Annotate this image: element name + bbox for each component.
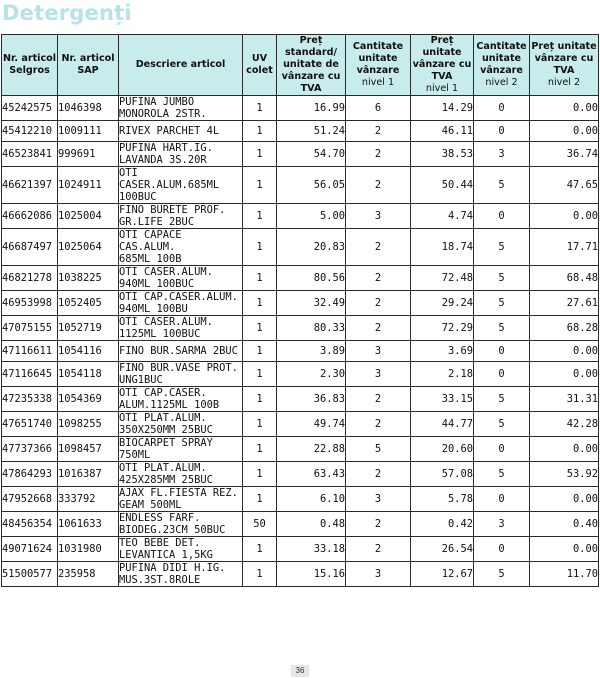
cell-uv: 1 — [243, 266, 277, 291]
cell-descriere — [119, 512, 243, 537]
cell-pret-nivel-1: 50.44 — [411, 167, 474, 204]
table-row — [2, 266, 599, 291]
cell-descriere — [119, 229, 243, 266]
cell-uv: 1 — [243, 142, 277, 167]
cell-pret-standard: 80.33 — [277, 316, 346, 341]
cell-pret-nivel-2: 0.00 — [530, 341, 599, 362]
cell-pret-standard: 6.10 — [277, 487, 346, 512]
cell-cantitate-nivel-1: 2 — [346, 121, 411, 142]
cell-uv: 1 — [243, 362, 277, 387]
cell-pret-standard: 54.70 — [277, 142, 346, 167]
header-selgros: Nr. articol Selgros — [2, 35, 58, 96]
cell-pret-nivel-2: 0.40 — [530, 512, 599, 537]
cell-cantitate-nivel-2: 0 — [474, 121, 530, 142]
cell-pret-standard: 15.16 — [277, 562, 346, 587]
cell-pret-nivel-1: 18.74 — [411, 229, 474, 266]
cell-sap: 1038225 — [58, 266, 119, 291]
cell-pret-nivel-1: 72.29 — [411, 316, 474, 341]
table-row — [2, 387, 599, 412]
descriere-line: 425X285MM 25BUC — [119, 474, 213, 486]
cell-pret-standard: 3.89 — [277, 341, 346, 362]
cell-pret-nivel-2: 0.00 — [530, 96, 599, 121]
cell-cantitate-nivel-2: 0 — [474, 362, 530, 387]
cell-descriere — [119, 266, 243, 291]
cell-cantitate-nivel-2: 5 — [474, 387, 530, 412]
cell-pret-standard: 36.83 — [277, 387, 346, 412]
cell-descriere — [119, 121, 243, 142]
cell-cantitate-nivel-1: 3 — [346, 362, 411, 387]
cell-cantitate-nivel-1: 2 — [346, 316, 411, 341]
cell-pret-nivel-1: 0.42 — [411, 512, 474, 537]
header-cantitate-nivel-1: Cantitate unitate vânzare nivel 1 — [346, 35, 411, 96]
table-row — [2, 437, 599, 462]
cell-descriere — [119, 291, 243, 316]
descriere-line: 750ML — [119, 449, 151, 461]
cell-cantitate-nivel-1: 2 — [346, 291, 411, 316]
cell-sap: 1016387 — [58, 462, 119, 487]
cell-selgros: 47737366 — [2, 437, 58, 462]
cell-uv: 1 — [243, 387, 277, 412]
cell-sap: 1024911 — [58, 167, 119, 204]
table-row — [2, 537, 599, 562]
cell-cantitate-nivel-2: 0 — [474, 487, 530, 512]
cell-pret-standard: 49.74 — [277, 412, 346, 437]
cell-descriere — [119, 167, 243, 204]
cell-sap: 235958 — [58, 562, 119, 587]
header-uv: UV colet — [243, 35, 277, 96]
cell-cantitate-nivel-2: 5 — [474, 462, 530, 487]
cell-pret-nivel-1: 14.29 — [411, 96, 474, 121]
cell-pret-nivel-2: 0.00 — [530, 204, 599, 229]
cell-descriere — [119, 562, 243, 587]
cell-pret-nivel-2: 53.92 — [530, 462, 599, 487]
descriere-line: FINO BUR.VASE PROT. — [119, 362, 238, 374]
cell-pret-nivel-2: 0.00 — [530, 362, 599, 387]
cell-cantitate-nivel-1: 2 — [346, 142, 411, 167]
cell-cantitate-nivel-1: 5 — [346, 437, 411, 462]
cell-pret-standard: 0.48 — [277, 512, 346, 537]
descriere-line: OTI PLAT.ALUM. — [119, 412, 207, 424]
cell-uv: 1 — [243, 487, 277, 512]
descriere-line: FINO BURETE PROF. — [119, 204, 226, 216]
cell-pret-nivel-2: 0.00 — [530, 437, 599, 462]
descriere-line: PUFINA HART.IG. — [119, 142, 213, 154]
cell-uv: 1 — [243, 204, 277, 229]
cell-cantitate-nivel-1: 3 — [346, 204, 411, 229]
descriere-line: ENDLESS FARF. — [119, 512, 201, 524]
cell-uv: 1 — [243, 96, 277, 121]
descriere-line: MUS.3ST.8ROLE — [119, 574, 201, 586]
cell-sap: 1052719 — [58, 316, 119, 341]
cell-selgros: 46821278 — [2, 266, 58, 291]
cell-pret-nivel-1: 57.08 — [411, 462, 474, 487]
cell-selgros: 47075155 — [2, 316, 58, 341]
table-row — [2, 121, 599, 142]
cell-pret-nivel-2: 42.28 — [530, 412, 599, 437]
descriere-line: 940ML 100BU — [119, 303, 188, 315]
cell-descriere — [119, 462, 243, 487]
cell-cantitate-nivel-1: 2 — [346, 229, 411, 266]
descriere-line: OTI CAP.CASER.ALUM. — [119, 291, 238, 303]
cell-cantitate-nivel-2: 5 — [474, 167, 530, 204]
table-row — [2, 512, 599, 537]
cell-selgros: 46523841 — [2, 142, 58, 167]
cell-sap: 1054369 — [58, 387, 119, 412]
descriere-line: TEO BEBE DET. — [119, 537, 201, 549]
descriere-line: 100BUC — [119, 191, 157, 203]
cell-sap: 1054116 — [58, 341, 119, 362]
cell-pret-standard: 33.18 — [277, 537, 346, 562]
cell-selgros: 46953998 — [2, 291, 58, 316]
descriere-line: OTI CASER.ALUM. — [119, 266, 213, 278]
cell-pret-nivel-1: 46.11 — [411, 121, 474, 142]
descriere-line: AJAX FL.FIESTA REZ. — [119, 487, 238, 499]
cell-selgros: 47235338 — [2, 387, 58, 412]
cell-uv: 1 — [243, 437, 277, 462]
cell-cantitate-nivel-1: 2 — [346, 412, 411, 437]
cell-cantitate-nivel-1: 2 — [346, 167, 411, 204]
table-row — [2, 142, 599, 167]
cell-pret-nivel-1: 12.67 — [411, 562, 474, 587]
cell-descriere — [119, 437, 243, 462]
cell-uv: 50 — [243, 512, 277, 537]
cell-sap: 999691 — [58, 142, 119, 167]
table-row — [2, 204, 599, 229]
cell-descriere — [119, 316, 243, 341]
descriere-line: GR.LIFE 2BUC — [119, 216, 195, 228]
cell-selgros: 51500577 — [2, 562, 58, 587]
header-pret-nivel-1: Preț unitate vânzare cu TVA nivel 1 — [411, 35, 474, 96]
descriere-line: OTI CASER.ALUM.685ML — [119, 167, 220, 191]
cell-pret-standard: 22.88 — [277, 437, 346, 462]
cell-pret-nivel-2: 31.31 — [530, 387, 599, 412]
cell-uv: 1 — [243, 229, 277, 266]
cell-pret-nivel-2: 0.00 — [530, 121, 599, 142]
table-row — [2, 562, 599, 587]
cell-cantitate-nivel-1: 2 — [346, 266, 411, 291]
table-row — [2, 167, 599, 204]
cell-pret-standard: 32.49 — [277, 291, 346, 316]
cell-cantitate-nivel-2: 0 — [474, 204, 530, 229]
descriere-line: OTI CAPACE CAS.ALUM. — [119, 229, 182, 253]
table-row — [2, 229, 599, 266]
cell-cantitate-nivel-2: 5 — [474, 316, 530, 341]
cell-descriere — [119, 487, 243, 512]
cell-pret-nivel-1: 2.18 — [411, 362, 474, 387]
cell-pret-standard: 5.00 — [277, 204, 346, 229]
cell-sap: 333792 — [58, 487, 119, 512]
cell-uv: 1 — [243, 562, 277, 587]
cell-sap: 1098457 — [58, 437, 119, 462]
cell-pret-nivel-2: 68.48 — [530, 266, 599, 291]
cell-pret-nivel-2: 68.28 — [530, 316, 599, 341]
cell-pret-nivel-2: 27.61 — [530, 291, 599, 316]
cell-uv: 1 — [243, 412, 277, 437]
cell-selgros: 46662086 — [2, 204, 58, 229]
cell-cantitate-nivel-2: 0 — [474, 537, 530, 562]
table-row — [2, 487, 599, 512]
cell-descriere — [119, 204, 243, 229]
cell-pret-nivel-2: 11.70 — [530, 562, 599, 587]
cell-selgros: 45412210 — [2, 121, 58, 142]
cell-cantitate-nivel-2: 0 — [474, 96, 530, 121]
cell-cantitate-nivel-2: 5 — [474, 412, 530, 437]
descriere-line: OTI PLAT.ALUM. — [119, 462, 207, 474]
descriere-line: FINO BUR.SARMA 2BUC — [119, 345, 238, 357]
cell-pret-nivel-2: 47.65 — [530, 167, 599, 204]
table-row — [2, 362, 599, 387]
cell-selgros: 45242575 — [2, 96, 58, 121]
cell-sap: 1098255 — [58, 412, 119, 437]
cell-selgros: 46621397 — [2, 167, 58, 204]
table-row — [2, 96, 599, 121]
cell-sap: 1025064 — [58, 229, 119, 266]
cell-pret-nivel-1: 44.77 — [411, 412, 474, 437]
products-table — [1, 34, 599, 587]
cell-cantitate-nivel-2: 5 — [474, 291, 530, 316]
cell-pret-standard: 51.24 — [277, 121, 346, 142]
cell-descriere — [119, 142, 243, 167]
header-row — [2, 35, 599, 96]
descriere-line: MONOROLA 2STR. — [119, 108, 207, 120]
table-body — [2, 96, 599, 587]
cell-selgros: 47952668 — [2, 487, 58, 512]
cell-cantitate-nivel-1: 2 — [346, 462, 411, 487]
cell-pret-nivel-1: 33.15 — [411, 387, 474, 412]
header-sap: Nr. articol SAP — [58, 35, 119, 96]
cell-cantitate-nivel-2: 5 — [474, 562, 530, 587]
table-row — [2, 341, 599, 362]
cell-uv: 1 — [243, 167, 277, 204]
descriere-line: GEAM 500ML — [119, 499, 182, 511]
cell-sap: 1052405 — [58, 291, 119, 316]
cell-pret-nivel-1: 5.78 — [411, 487, 474, 512]
cell-cantitate-nivel-1: 3 — [346, 562, 411, 587]
table-row — [2, 316, 599, 341]
cell-descriere — [119, 96, 243, 121]
cell-selgros: 47864293 — [2, 462, 58, 487]
cell-pret-standard: 20.83 — [277, 229, 346, 266]
descriere-line: PUFINA JUMBO — [119, 96, 195, 108]
cell-uv: 1 — [243, 121, 277, 142]
cell-sap: 1025004 — [58, 204, 119, 229]
descriere-line: UNG1BUC — [119, 374, 163, 386]
cell-cantitate-nivel-1: 3 — [346, 487, 411, 512]
descriere-line: 350X250MM 25BUC — [119, 424, 213, 436]
cell-pret-nivel-1: 38.53 — [411, 142, 474, 167]
cell-pret-nivel-2: 17.71 — [530, 229, 599, 266]
table-row — [2, 412, 599, 437]
cell-selgros: 47116645 — [2, 362, 58, 387]
header-pret-standard: Preț standard/ unitate de vânzare cu TVA — [277, 35, 346, 96]
header-cantitate-nivel-2: Cantitate unitate vânzare nivel 2 — [474, 35, 530, 96]
descriere-line: LEVANTICA 1,5KG — [119, 549, 213, 561]
cell-pret-nivel-1: 26.54 — [411, 537, 474, 562]
cell-pret-nivel-1: 72.48 — [411, 266, 474, 291]
cell-cantitate-nivel-1: 2 — [346, 387, 411, 412]
descriere-line: 685ML 100B — [119, 253, 182, 265]
cell-cantitate-nivel-2: 5 — [474, 229, 530, 266]
cell-uv: 1 — [243, 341, 277, 362]
cell-pret-nivel-1: 3.69 — [411, 341, 474, 362]
descriere-line: 1125ML 100BUC — [119, 328, 201, 340]
cell-cantitate-nivel-2: 3 — [474, 512, 530, 537]
cell-sap: 1031980 — [58, 537, 119, 562]
cell-sap: 1009111 — [58, 121, 119, 142]
header-descriere: Descriere articol — [119, 35, 243, 96]
cell-descriere — [119, 387, 243, 412]
descriere-line: LAVANDA 3S.20R — [119, 154, 207, 166]
descriere-line: 940ML 100BUC — [119, 278, 195, 290]
cell-cantitate-nivel-1: 2 — [346, 512, 411, 537]
cell-descriere — [119, 341, 243, 362]
cell-pret-standard: 56.05 — [277, 167, 346, 204]
descriere-line: OTI CAP.CASER. — [119, 387, 207, 399]
cell-uv: 1 — [243, 316, 277, 341]
cell-pret-nivel-1: 4.74 — [411, 204, 474, 229]
cell-pret-standard: 80.56 — [277, 266, 346, 291]
cell-selgros: 47651740 — [2, 412, 58, 437]
cell-cantitate-nivel-1: 2 — [346, 537, 411, 562]
page-number: 36 — [291, 665, 309, 677]
descriere-line: PUFINA DIDI H.IG. — [119, 562, 226, 574]
cell-cantitate-nivel-2: 3 — [474, 142, 530, 167]
header-pret-nivel-2: Preț unitate vânzare cu TVA nivel 2 — [530, 35, 599, 96]
cell-cantitate-nivel-2: 0 — [474, 341, 530, 362]
cell-pret-nivel-2: 0.00 — [530, 537, 599, 562]
cell-uv: 1 — [243, 291, 277, 316]
descriere-line: BIOCARPET SPRAY — [119, 437, 213, 449]
cell-pret-nivel-2: 36.74 — [530, 142, 599, 167]
cell-selgros: 47116611 — [2, 341, 58, 362]
cell-cantitate-nivel-1: 3 — [346, 341, 411, 362]
cell-descriere — [119, 537, 243, 562]
cell-pret-standard: 2.30 — [277, 362, 346, 387]
cell-cantitate-nivel-2: 5 — [474, 266, 530, 291]
descriere-line: ALUM.1125ML 100B — [119, 399, 220, 411]
cell-selgros: 49071624 — [2, 537, 58, 562]
cell-pret-nivel-1: 29.24 — [411, 291, 474, 316]
cell-pret-standard: 63.43 — [277, 462, 346, 487]
cell-selgros: 46687497 — [2, 229, 58, 266]
table-row — [2, 291, 599, 316]
cell-pret-standard: 16.99 — [277, 96, 346, 121]
cell-sap: 1046398 — [58, 96, 119, 121]
cell-uv: 1 — [243, 537, 277, 562]
descriere-line: OTI CASER.ALUM. — [119, 316, 213, 328]
cell-cantitate-nivel-2: 0 — [474, 437, 530, 462]
descriere-line: RIVEX PARCHET 4L — [119, 125, 220, 137]
cell-sap: 1061633 — [58, 512, 119, 537]
cell-uv: 1 — [243, 462, 277, 487]
cell-pret-nivel-1: 20.60 — [411, 437, 474, 462]
cell-pret-nivel-2: 0.00 — [530, 487, 599, 512]
descriere-line: BIODEG.23CM 50BUC — [119, 524, 226, 536]
table-row — [2, 462, 599, 487]
cell-descriere — [119, 362, 243, 387]
cell-sap: 1054118 — [58, 362, 119, 387]
cell-cantitate-nivel-1: 6 — [346, 96, 411, 121]
table-header — [2, 35, 599, 96]
page-title: Detergenți — [2, 1, 132, 25]
cell-selgros: 48456354 — [2, 512, 58, 537]
cell-descriere — [119, 412, 243, 437]
